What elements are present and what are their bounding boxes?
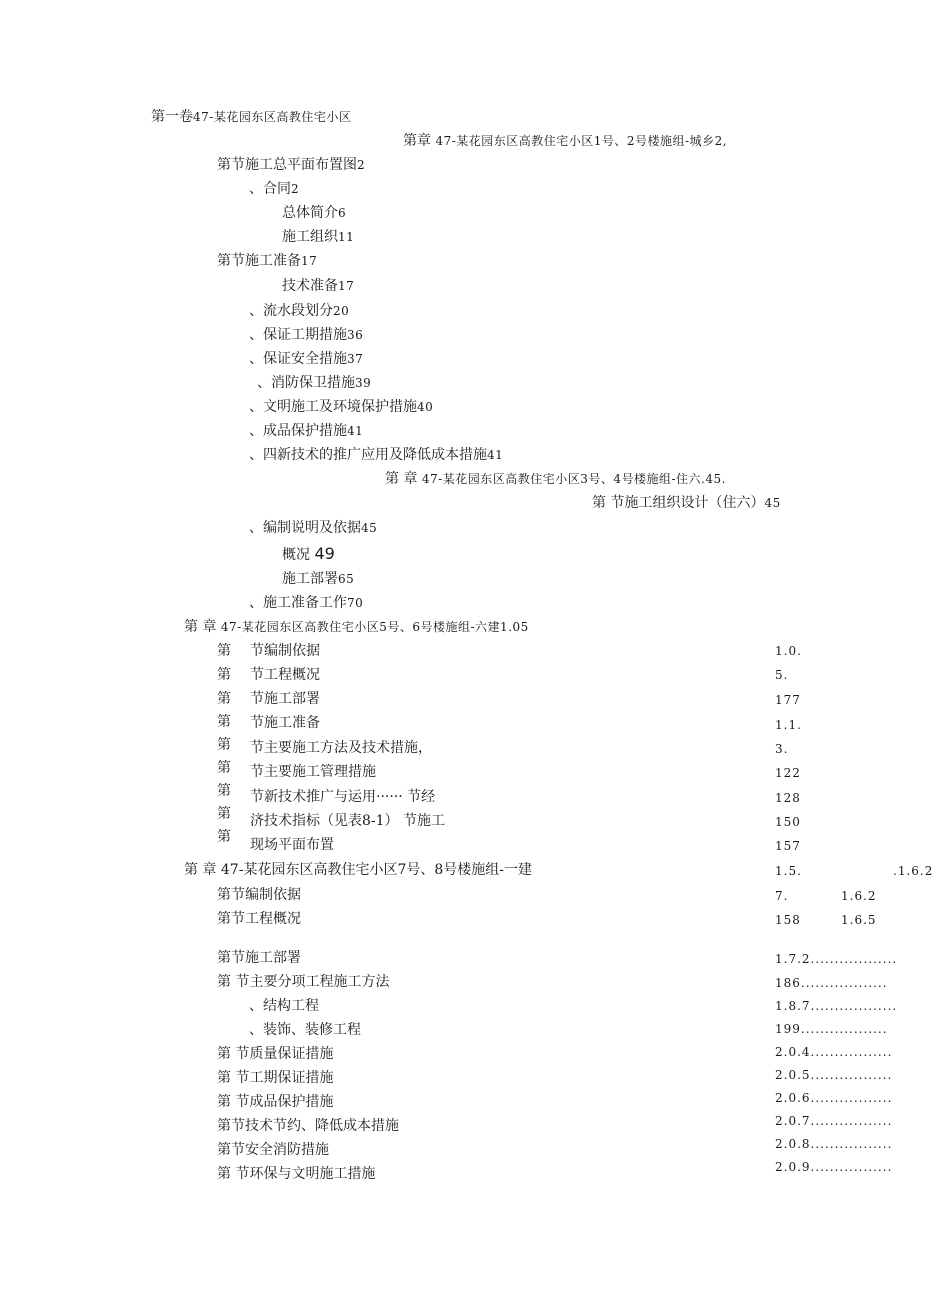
toc-volume-title [151, 108, 351, 126]
toc-section-mark: 第 [217, 667, 231, 683]
toc-label: 总体简介 [282, 205, 338, 221]
toc-page: 41 [347, 424, 364, 438]
toc-page: 49 [314, 544, 335, 563]
toc-page: 2.0.6................. [775, 1091, 893, 1105]
toc-page: 2 [291, 182, 300, 196]
toc-page: 37 [347, 352, 364, 366]
toc-label: 第节施工准备 [217, 253, 301, 269]
toc-section-mark: 第 [217, 643, 231, 659]
toc-section-mark: 第 [217, 737, 231, 753]
toc-page: 177 [775, 693, 801, 707]
toc-section: 第 节主要分项工程施工方法 [217, 974, 390, 990]
toc-label: 第 章 [385, 471, 418, 487]
toc-subsection [249, 302, 349, 320]
toc-section: 节主要施工方法及技术措施， [250, 740, 432, 756]
toc-chapter [403, 132, 727, 150]
toc-page: 1.6.2 [841, 889, 877, 903]
toc-section: 节施工部署 [250, 691, 320, 707]
toc-label: 技术准备 [282, 278, 338, 294]
toc-page: 40 [417, 400, 434, 414]
toc-subsection [257, 374, 371, 392]
toc-section [592, 494, 781, 512]
toc-page: 6 [338, 206, 347, 220]
toc-page: 17 [338, 279, 355, 293]
toc-section: 济技术指标（见表8-1） 节施工 [250, 813, 445, 829]
toc-subsection [282, 570, 354, 588]
toc-section: 第节安全消防措施 [217, 1142, 329, 1158]
toc-section: 第 节成品保护措施 [217, 1094, 334, 1110]
toc-label: 、施工准备工作 [249, 595, 347, 611]
toc-subsection: 、装饰、装修工程 [249, 1022, 361, 1038]
toc-section: 第节工程概况 [217, 911, 301, 927]
toc-page: 45 [764, 496, 781, 510]
toc-section-mark: 第 [217, 714, 231, 730]
toc-label: 、保证安全措施 [249, 351, 347, 367]
toc-section: 第节施工部署 [217, 950, 301, 966]
toc-label: 、四新技术的推广应用及降低成本措施 [249, 447, 487, 463]
toc-section: 现场平面布置 [250, 837, 334, 853]
toc-section-mark: 第 [217, 829, 231, 845]
toc-label: 施工部署 [282, 571, 338, 587]
toc-page: 47-某花园东区高教住宅小区5号、6号楼施组-六建1.05 [220, 620, 529, 634]
toc-page: 65 [338, 572, 355, 586]
toc-page: 45 [361, 521, 378, 535]
toc-label: 第节施工总平面布置图 [217, 157, 357, 173]
toc-page: 186.................. [775, 976, 888, 990]
toc-section: 第节编制依据 [217, 887, 301, 903]
toc-section-mark: 第 [217, 760, 231, 776]
toc-label: 、合同 [249, 181, 291, 197]
toc-label: 概况 [282, 547, 310, 563]
toc-label: 、编制说明及依据 [249, 520, 361, 536]
toc-subsection [249, 594, 363, 612]
toc-section [217, 156, 365, 174]
toc-page: 41 [487, 448, 504, 462]
toc-subsection [249, 519, 377, 537]
toc-page: 199.................. [775, 1022, 888, 1036]
toc-label: 、消防保卫措施 [257, 375, 355, 391]
toc-section [217, 252, 317, 270]
toc-section: 节工程概况 [250, 667, 320, 683]
toc-section: 节新技术推广与运用······ 节经 [250, 789, 436, 805]
toc-section: 节主要施工管理措施 [250, 764, 376, 780]
toc-page: 3. [775, 742, 789, 756]
toc-chapter [385, 470, 726, 488]
toc-subsection [249, 350, 363, 368]
toc-chapter [184, 618, 529, 636]
toc-label: 施工组织 [282, 229, 338, 245]
toc-label: 、流水段划分 [249, 303, 333, 319]
toc-section-mark: 第 [217, 783, 231, 799]
toc-page: 5. [775, 668, 789, 682]
toc-subsection [282, 277, 354, 295]
toc-label: 、保证工期措施 [249, 327, 347, 343]
toc-subsection [249, 446, 503, 464]
toc-section-mark: 第 [217, 806, 231, 822]
toc-page: 150 [775, 815, 801, 829]
toc-page: 1.5. [775, 864, 802, 878]
toc-page: 47-某花园东区高教住宅小区1号、2号楼施组-城乡2, [435, 134, 728, 148]
toc-section: 节施工准备 [250, 715, 320, 731]
toc-section: 第 节质量保证措施 [217, 1046, 334, 1062]
toc-label: 第 章 [184, 619, 217, 635]
toc-subsection [249, 398, 433, 416]
toc-page: 157 [775, 839, 801, 853]
toc-page: 158 [775, 913, 801, 927]
toc-label: 第 节施工组织设计（住六） [592, 495, 765, 511]
toc-page: 2.0.7................. [775, 1114, 893, 1128]
toc-label: 、文明施工及环境保护措施 [249, 399, 417, 415]
toc-page: 17 [301, 254, 318, 268]
toc-page: 1.8.7.................. [775, 999, 898, 1013]
toc-label: 、成品保护措施 [249, 423, 347, 439]
toc-page: 7. [775, 889, 789, 903]
toc-chapter: 第 章 47-某花园东区高教住宅小区7号、8号楼施组-一建 [184, 862, 532, 878]
toc-page: 2 [357, 158, 366, 172]
toc-label: 第一卷 [151, 109, 193, 125]
toc-page: 47-某花园东区高教住宅小区3号、4号楼施组-住六.45. [421, 472, 726, 486]
toc-page: 39 [355, 376, 372, 390]
toc-section: 第节技术节约、降低成本措施 [217, 1118, 399, 1134]
toc-page: 47-某花园东区高教住宅小区 [193, 110, 352, 124]
toc-section-mark: 第 [217, 691, 231, 707]
toc-subsection: 、结构工程 [249, 998, 319, 1014]
toc-section: 第 节工期保证措施 [217, 1070, 334, 1086]
toc-page: 2.0.4................. [775, 1045, 893, 1059]
toc-subsection [282, 204, 346, 222]
toc-page: 2.0.5................. [775, 1068, 893, 1082]
toc-subsection [282, 545, 335, 564]
toc-section: 节编制依据 [250, 643, 320, 659]
toc-subsection [249, 180, 299, 198]
toc-page: 70 [347, 596, 364, 610]
toc-page: 11 [338, 230, 355, 244]
toc-page: 20 [333, 304, 350, 318]
toc-subsection [282, 228, 354, 246]
toc-page: 2.0.8................. [775, 1137, 893, 1151]
toc-page: .1.6.2 [893, 864, 934, 878]
toc-page: 1.0. [775, 644, 802, 658]
toc-subsection [249, 422, 363, 440]
toc-page: 128 [775, 791, 801, 805]
toc-subsection [249, 326, 363, 344]
toc-page: 1.6.5 [841, 913, 877, 927]
toc-label: 第章 [403, 133, 431, 149]
toc-page: 1.1. [775, 718, 802, 732]
toc-page: 122 [775, 766, 801, 780]
toc-section: 第 节环保与文明施工措施 [217, 1166, 376, 1182]
toc-page: 2.0.9................. [775, 1160, 893, 1174]
toc-page: 1.7.2.................. [775, 952, 898, 966]
toc-page: 36 [347, 328, 364, 342]
